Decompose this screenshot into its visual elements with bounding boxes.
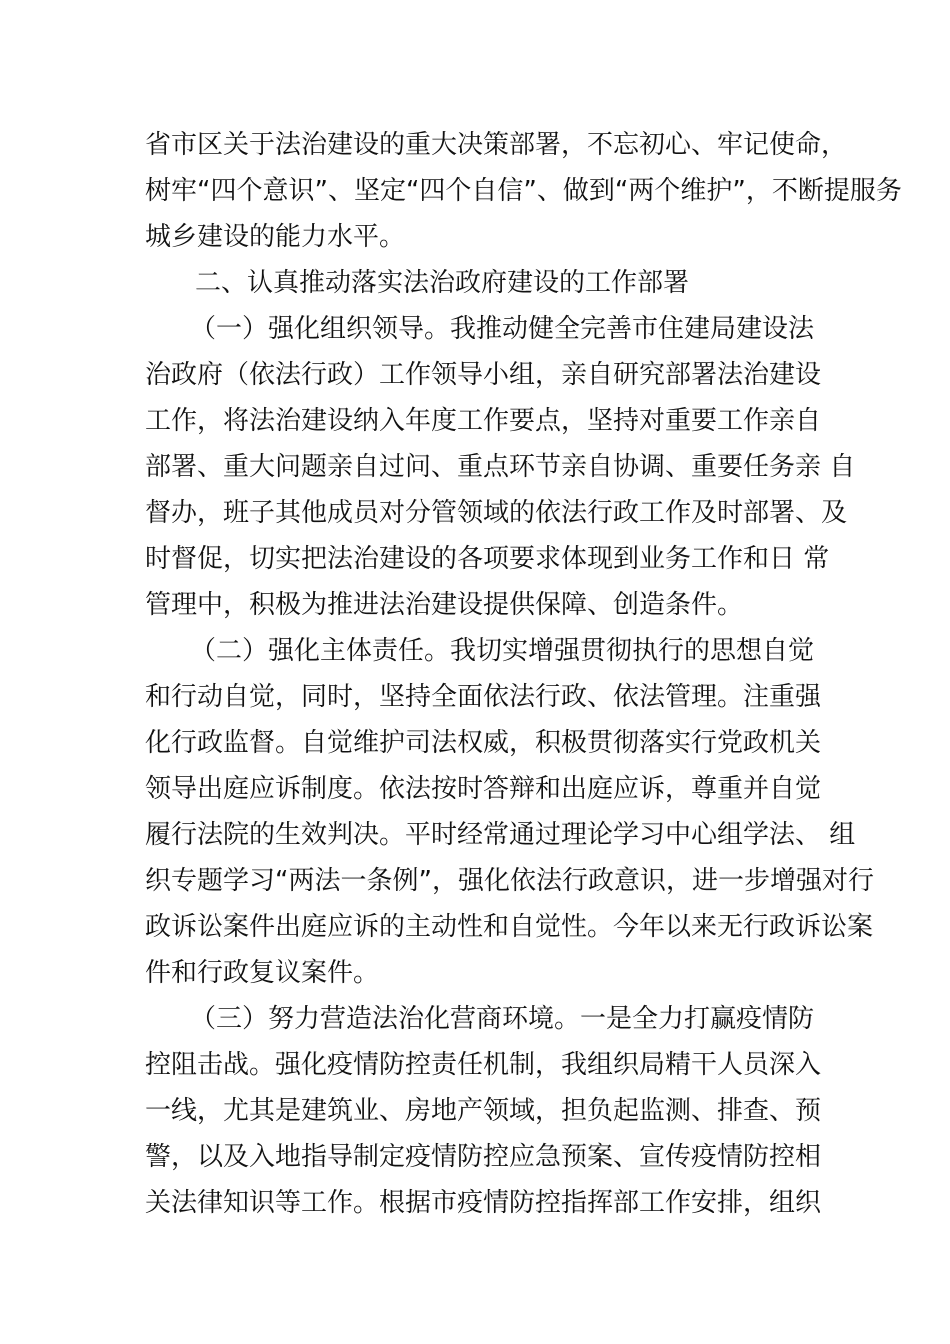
body-text-line: 履行法院的生效判决。平时经常通过理论学习中心组学法、 组 — [145, 820, 856, 850]
body-text-line: 化行政监督。自觉维护司法权威，积极贯彻落实行党政机关 — [145, 728, 822, 758]
body-text-line: 城乡建设的能力水平。 — [145, 222, 406, 252]
body-text-line: 治政府（依法行政）工作领导小组，亲自研究部署法治建设 — [145, 360, 822, 390]
body-text-line: 政诉讼案件出庭应诉的主动性和自觉性。今年以来无行政诉讼案 — [145, 912, 874, 942]
paragraph-first-line: （一）强化组织领导。我推动健全完善市住建局建设法 — [190, 314, 815, 344]
body-text-line: 管理中，积极为推进法治建设提供保障、创造条件。 — [145, 590, 744, 620]
body-text-line: 关法律知识等工作。根据市疫情防控指挥部工作安排，组织 — [145, 1188, 822, 1218]
body-text-line: 一线，尤其是建筑业、房地产领域，担负起监测、排查、预 — [145, 1096, 822, 1126]
body-text-line: 织专题学习“两法一条例”，强化依法行政意识，进一步增强对行 — [145, 866, 874, 896]
paragraph-first-line: （三）努力营造法治化营商环境。一是全力打赢疫情防 — [190, 1004, 815, 1034]
body-text-line: 领导出庭应诉制度。依法按时答辩和出庭应诉，尊重并自觉 — [145, 774, 822, 804]
paragraph-first-line: （二）强化主体责任。我切实增强贯彻执行的思想自觉 — [190, 636, 815, 666]
body-text-line: 工作，将法治建设纳入年度工作要点，坚持对重要工作亲自 — [145, 406, 822, 436]
body-text-line: 警，以及入地指导制定疫情防控应急预案、宣传疫情防控相 — [145, 1142, 822, 1172]
body-text-line: 时督促，切实把法治建设的各项要求体现到业务工作和日 常 — [145, 544, 830, 574]
body-text-line: 督办，班子其他成员对分管领域的依法行政工作及时部署、及 — [145, 498, 848, 528]
body-text-line: 省市区关于法治建设的重大决策部署，不忘初心、牢记使命， — [145, 130, 848, 160]
body-text-line: 件和行政复议案件。 — [145, 958, 380, 988]
body-text-line: 和行动自觉，同时，坚持全面依法行政、依法管理。注重强 — [145, 682, 822, 712]
body-text-line: 控阻击战。强化疫情防控责任机制，我组织局精干人员深入 — [145, 1050, 822, 1080]
body-text-line: 树牢“四个意识”、坚定“四个自信”、做到“两个维护”，不断提服务 — [145, 176, 902, 206]
body-text-line: 部署、重大问题亲自过问、重点环节亲自协调、重要任务亲 自 — [145, 452, 856, 482]
section-heading: 二、认真推动落实法治政府建设的工作部署 — [195, 268, 690, 298]
